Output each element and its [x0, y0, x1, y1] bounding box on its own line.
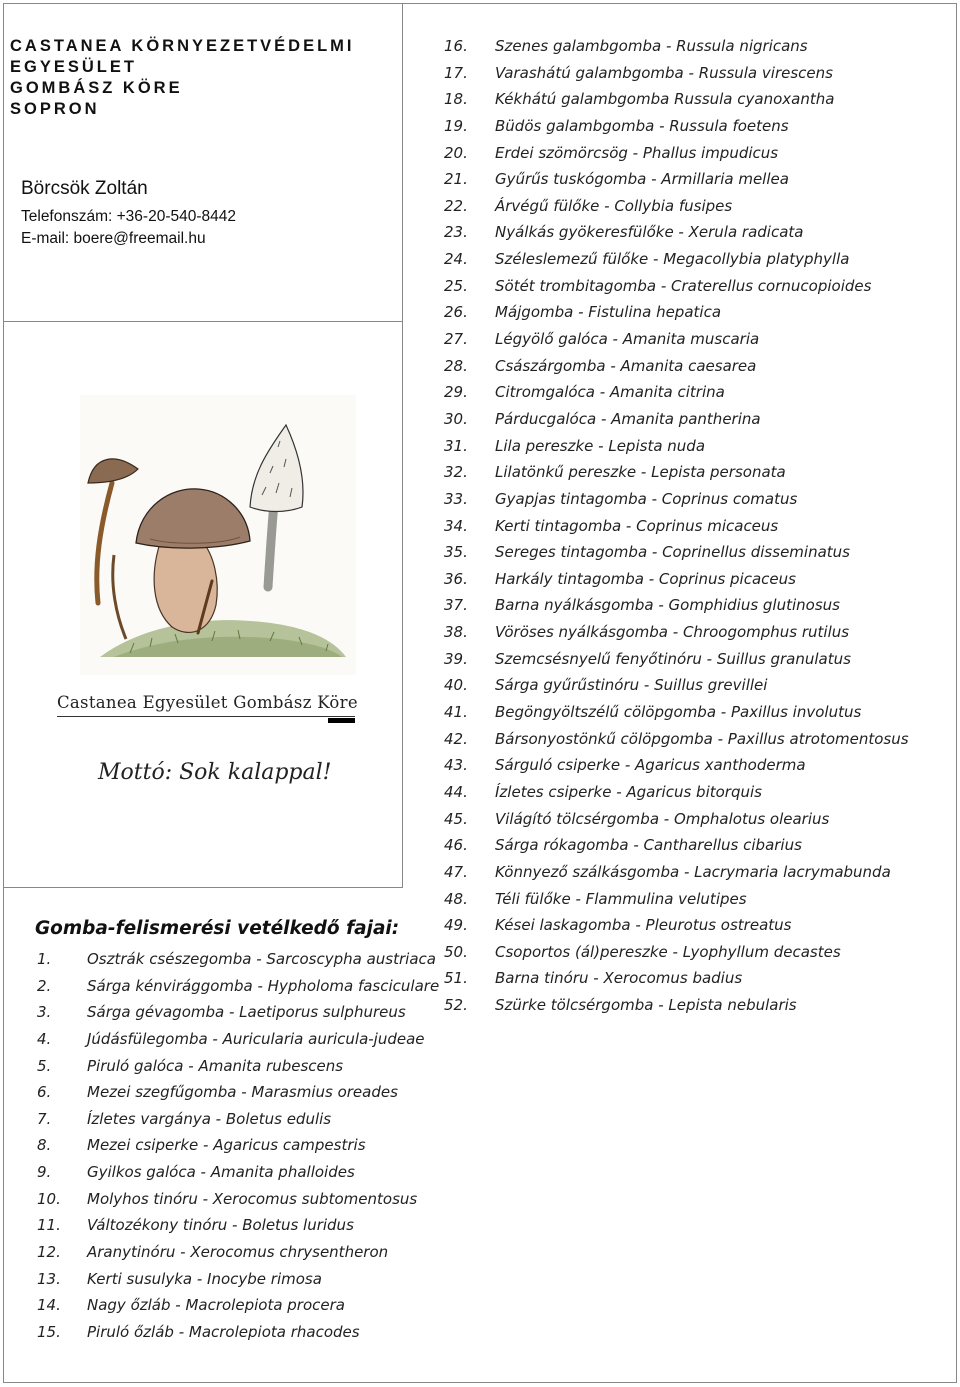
species-list-item — [444, 726, 909, 753]
species-list-item — [37, 1186, 439, 1213]
species-name: Vöröses nyálkásgomba - Chroogomphus rutilus — [495, 623, 850, 642]
species-number: 19. — [444, 116, 468, 135]
species-list-item — [444, 326, 909, 353]
species-list-item — [444, 566, 909, 593]
species-name: Kerti tintagomba - Coprinus micaceus — [495, 516, 779, 535]
species-number: 49. — [444, 916, 468, 935]
motto: Mottó: Sok kalappal! — [98, 760, 332, 785]
contact-block — [21, 178, 236, 250]
species-name: Sötét trombitagomba - Craterellus cornucopioides — [495, 276, 872, 295]
species-name: Molyhos tinóru - Xerocomus subtomentosus — [87, 1189, 418, 1208]
species-name: Varashátú galambgomba - Russula virescens — [495, 63, 833, 82]
species-name: Kerti susulyka - Inocybe rimosa — [87, 1269, 322, 1288]
species-number: 38. — [444, 623, 468, 642]
species-number: 17. — [444, 63, 468, 82]
species-number: 46. — [444, 836, 468, 855]
org-line: GOMBÁSZ KÖRE — [10, 79, 183, 97]
species-name: Sereges tintagomba - Coprinellus disseminatus — [495, 543, 850, 562]
species-list-item — [444, 752, 909, 779]
species-list-item — [444, 806, 909, 833]
contact-phone: Telefonszám: +36-20-540-8442 — [21, 208, 236, 225]
species-list-item — [444, 246, 909, 273]
species-number: 29. — [444, 383, 468, 402]
species-list-item — [37, 1292, 439, 1319]
species-name: Változékony tinóru - Boletus luridus — [87, 1216, 354, 1235]
species-list-item — [444, 60, 909, 87]
species-list-item — [37, 946, 439, 973]
species-list-item — [444, 912, 909, 939]
species-list-item — [37, 1106, 439, 1133]
species-name: Lilatönkű pereszke - Lepista personata — [495, 463, 786, 482]
species-number: 44. — [444, 782, 468, 801]
species-number: 37. — [444, 596, 468, 615]
species-list-item — [37, 1212, 439, 1239]
species-name: Világító tölcsérgomba - Omphalotus olearius — [495, 809, 830, 828]
species-number: 18. — [444, 90, 468, 109]
species-list-item — [37, 1079, 439, 1106]
species-list-item — [37, 1266, 439, 1293]
species-number: 43. — [444, 756, 468, 775]
org-line: EGYESÜLET — [10, 58, 137, 76]
species-name: Csoportos (ál)pereszke - Lyophyllum decastes — [495, 942, 841, 961]
species-list-item — [444, 193, 909, 220]
species-name: Citromgalóca - Amanita citrina — [495, 383, 725, 402]
species-list-item — [444, 939, 909, 966]
species-list-item — [444, 33, 909, 60]
species-number: 25. — [444, 276, 468, 295]
species-list-item — [444, 273, 909, 300]
species-number: 27. — [444, 330, 468, 349]
species-list-item — [444, 619, 909, 646]
species-name: Császárgomba - Amanita caesarea — [495, 356, 757, 375]
species-number: 30. — [444, 409, 468, 428]
species-list-item — [37, 1053, 439, 1080]
species-name: Piruló őzláb - Macrolepiota rhacodes — [87, 1322, 360, 1341]
species-number: 15. — [37, 1322, 61, 1341]
species-number: 5. — [37, 1056, 52, 1075]
species-number: 11. — [37, 1216, 61, 1235]
species-number: 32. — [444, 463, 468, 482]
species-list-left — [37, 946, 439, 1346]
caption-rule — [57, 716, 355, 717]
species-list-item — [444, 859, 909, 886]
species-number: 7. — [37, 1109, 52, 1128]
species-list-item — [444, 992, 909, 1019]
contact-name: Börcsök Zoltán — [21, 178, 148, 199]
species-list-item — [37, 1239, 439, 1266]
species-list-item — [444, 406, 909, 433]
species-number: 23. — [444, 223, 468, 242]
species-number: 22. — [444, 196, 468, 215]
species-list-item — [37, 1026, 439, 1053]
column-divider — [402, 3, 403, 888]
species-name: Sárga gévagomba - Laetiporus sulphureus — [87, 1003, 406, 1022]
species-name: Ízletes csiperke - Agaricus bitorquis — [495, 782, 762, 801]
caption-marker — [328, 718, 355, 723]
species-name: Gyilkos galóca - Amanita phalloides — [87, 1163, 355, 1182]
species-number: 20. — [444, 143, 468, 162]
species-list-item — [444, 433, 909, 460]
species-list-item — [444, 539, 909, 566]
species-name: Gyűrűs tuskógomba - Armillaria mellea — [495, 170, 789, 189]
species-list-item — [37, 1132, 439, 1159]
species-list-item — [444, 353, 909, 380]
species-number: 35. — [444, 543, 468, 562]
species-number: 10. — [37, 1189, 61, 1208]
species-name: Mezei csiperke - Agaricus campestris — [87, 1136, 366, 1155]
org-line: CASTANEA KÖRNYEZETVÉDELMI — [10, 37, 355, 55]
species-number: 40. — [444, 676, 468, 695]
species-number: 26. — [444, 303, 468, 322]
species-list-item — [444, 86, 909, 113]
species-name: Sárga kénvirággomba - Hypholoma fasciculare — [87, 976, 440, 995]
species-list-item — [444, 140, 909, 167]
species-name: Aranytinóru - Xerocomus chrysentheron — [87, 1243, 389, 1262]
panel-divider — [3, 887, 403, 888]
species-number: 12. — [37, 1243, 61, 1262]
species-number: 52. — [444, 996, 468, 1015]
species-number: 48. — [444, 889, 468, 908]
species-number: 39. — [444, 649, 468, 668]
species-name: Kései laskagomba - Pleurotus ostreatus — [495, 916, 792, 935]
species-number: 3. — [37, 1003, 52, 1022]
species-number: 34. — [444, 516, 468, 535]
organization-name — [10, 36, 400, 120]
species-number: 28. — [444, 356, 468, 375]
species-name: Légyölő galóca - Amanita muscaria — [495, 330, 760, 349]
species-name: Bársonyostönkű cölöpgomba - Paxillus atrotomentosus — [495, 729, 909, 748]
species-list-item — [444, 832, 909, 859]
species-name: Sárguló csiperke - Agaricus xanthoderma — [495, 756, 806, 775]
species-name: Párducgalóca - Amanita pantherina — [495, 409, 761, 428]
species-number: 6. — [37, 1083, 52, 1102]
species-number: 47. — [444, 862, 468, 881]
mushroom-illustration — [80, 395, 356, 675]
species-number: 41. — [444, 703, 468, 722]
contact-email: E-mail: boere@freemail.hu — [21, 230, 206, 247]
species-name: Szürke tölcsérgomba - Lepista nebularis — [495, 996, 797, 1015]
species-number: 9. — [37, 1163, 52, 1182]
species-number: 50. — [444, 942, 468, 961]
species-number: 45. — [444, 809, 468, 828]
species-number: 2. — [37, 976, 52, 995]
species-name: Lila pereszke - Lepista nuda — [495, 436, 706, 455]
species-number: 4. — [37, 1029, 52, 1048]
species-list-item — [444, 113, 909, 140]
header-divider — [3, 321, 403, 322]
species-list-item — [444, 699, 909, 726]
species-list-right — [444, 33, 909, 1019]
species-name: Kékhátú galambgomba Russula cyanoxantha — [495, 90, 835, 109]
species-number: 51. — [444, 969, 468, 988]
species-list-item — [37, 1319, 439, 1346]
species-number: 42. — [444, 729, 468, 748]
species-name: Júdásfülegomba - Auricularia auricula-judeae — [87, 1029, 425, 1048]
species-list-item — [444, 592, 909, 619]
species-list-item — [444, 646, 909, 673]
species-number: 33. — [444, 489, 468, 508]
species-name: Nyálkás gyökeresfülőke - Xerula radicata — [495, 223, 804, 242]
species-list-item — [444, 672, 909, 699]
species-list-item — [37, 1159, 439, 1186]
species-number: 31. — [444, 436, 468, 455]
species-name: Sárga gyűrűstinóru - Suillus grevillei — [495, 676, 768, 695]
species-list-item — [444, 886, 909, 913]
species-name: Árvégű fülőke - Collybia fusipes — [495, 196, 733, 215]
species-name: Osztrák csészegomba - Sarcoscypha austriaca — [87, 950, 436, 968]
species-name: Sárga rókagomba - Cantharellus cibarius — [495, 836, 802, 855]
species-number: 36. — [444, 569, 468, 588]
species-name: Szenes galambgomba - Russula nigricans — [495, 37, 808, 55]
species-name: Büdös galambgomba - Russula foetens — [495, 116, 789, 135]
species-name: Könnyező szálkásgomba - Lacrymaria lacrymabunda — [495, 862, 891, 881]
species-name: Piruló galóca - Amanita rubescens — [87, 1056, 344, 1075]
species-name: Ízletes vargánya - Boletus edulis — [87, 1109, 332, 1128]
species-list-item — [444, 459, 909, 486]
species-name: Harkály tintagomba - Coprinus picaceus — [495, 569, 796, 588]
species-list-item — [444, 166, 909, 193]
species-name: Szemcsésnyelű fenyőtinóru - Suillus granulatus — [495, 649, 851, 668]
species-name: Gyapjas tintagomba - Coprinus comatus — [495, 489, 798, 508]
species-name: Barna nyálkásgomba - Gomphidius glutinosus — [495, 596, 840, 615]
species-number: 13. — [37, 1269, 61, 1288]
species-number: 8. — [37, 1136, 52, 1155]
species-name: Barna tinóru - Xerocomus badius — [495, 969, 743, 988]
illustration-caption: Castanea Egyesület Gombász Köre — [57, 693, 358, 712]
species-list-item — [444, 486, 909, 513]
species-number: 16. — [444, 37, 468, 55]
species-list-item — [37, 999, 439, 1026]
species-number: 24. — [444, 250, 468, 269]
species-list-item — [444, 513, 909, 540]
species-name: Májgomba - Fistulina hepatica — [495, 303, 722, 322]
species-name: Széleslemezű fülőke - Megacollybia platyphylla — [495, 250, 850, 269]
org-line: SOPRON — [10, 100, 100, 118]
contest-heading: Gomba-felismerési vetélkedő fajai: — [35, 918, 400, 939]
species-list-item — [444, 379, 909, 406]
species-name: Nagy őzláb - Macrolepiota procera — [87, 1296, 345, 1315]
species-number: 14. — [37, 1296, 61, 1315]
species-name: Erdei szömörcsög - Phallus impudicus — [495, 143, 779, 162]
species-name: Mezei szegfűgomba - Marasmius oreades — [87, 1083, 398, 1102]
species-list-item — [444, 299, 909, 326]
species-number: 21. — [444, 170, 468, 189]
species-list-item — [37, 973, 439, 1000]
species-name: Téli fülőke - Flammulina velutipes — [495, 889, 747, 908]
species-list-item — [444, 219, 909, 246]
species-name: Begöngyöltszélű cölöpgomba - Paxillus involutus — [495, 703, 862, 722]
species-list-item — [444, 779, 909, 806]
species-number: 1. — [37, 950, 52, 968]
species-list-item — [444, 965, 909, 992]
